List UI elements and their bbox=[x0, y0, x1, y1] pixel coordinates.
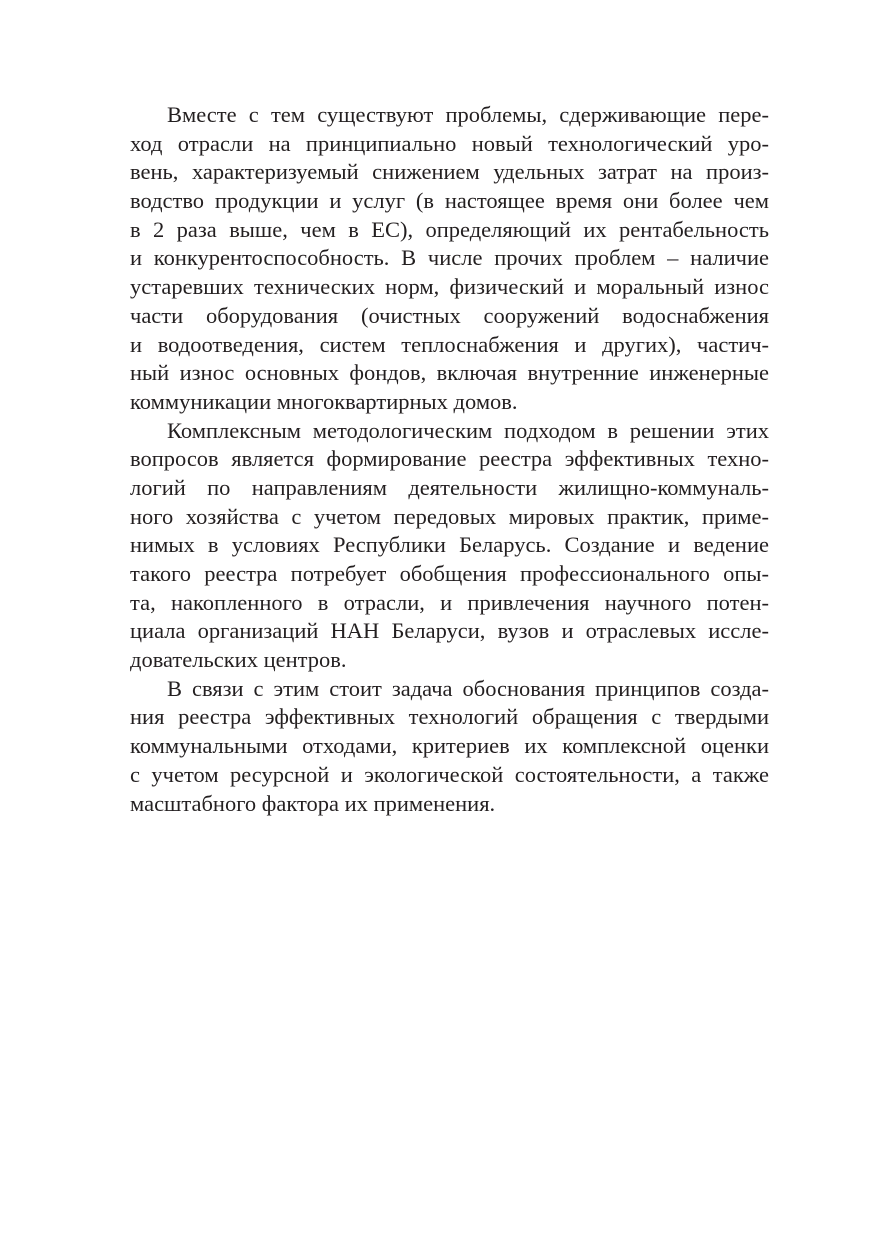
text-line: ход отрасли на принципиально новый технологический уро- bbox=[130, 130, 769, 156]
text-line: довательских центров. bbox=[130, 647, 347, 673]
text-line: такого реестра потребует обобщения профессионального опы- bbox=[130, 561, 769, 586]
text-line: в 2 раза выше, чем в ЕС), определяющий их рентабельность bbox=[130, 216, 769, 242]
text-line: ный износ основных фондов, включая внутренние инженерные bbox=[130, 360, 769, 386]
text-line: коммуникации многоквартирных домов. bbox=[130, 388, 518, 414]
text-line: Комплексным методологическим подходом в решении этих bbox=[167, 417, 769, 443]
paragraph-1 bbox=[130, 101, 769, 417]
text-line: масштабного фактора их применения. bbox=[130, 790, 496, 816]
text-line: части оборудования (очистных сооружений водоснабжения bbox=[130, 302, 769, 328]
text-line: вень, характеризуемый снижением удельных затрат на произ- bbox=[130, 159, 769, 185]
text-line: и водоотведения, систем теплоснабжения и других), частич- bbox=[130, 331, 769, 357]
text-line: устаревших технических норм, физический и моральный износ bbox=[130, 274, 769, 300]
paragraph-2 bbox=[130, 417, 769, 675]
text-line: логий по направлениям деятельности жилищно-коммуналь- bbox=[130, 474, 769, 500]
body-text bbox=[130, 101, 769, 818]
paragraph-3 bbox=[130, 675, 769, 818]
text-line: и конкурентоспособность. В числе прочих проблем – наличие bbox=[130, 245, 769, 271]
text-line: Вместе с тем существуют проблемы, сдерживающие пере- bbox=[167, 102, 769, 127]
text-line: нимых в условиях Республики Беларусь. Создание и ведение bbox=[130, 532, 769, 558]
text-line: циала организаций НАН Беларуси, вузов и отраслевых иссле- bbox=[130, 618, 769, 644]
text-line: с учетом ресурсной и экологической состоятельности, а также bbox=[130, 761, 769, 787]
text-line: водство продукции и услуг (в настоящее время они более чем bbox=[130, 188, 769, 214]
text-line: коммунальными отходами, критериев их комплексной оценки bbox=[130, 733, 769, 759]
text-line: та, накопленного в отрасли, и привлечения научного потен- bbox=[130, 589, 769, 615]
text-line: ного хозяйства с учетом передовых мировых практик, приме- bbox=[130, 503, 769, 529]
text-line: ния реестра эффективных технологий обращения с твердыми bbox=[130, 704, 769, 730]
text-line: вопросов является формирование реестра эффективных техно- bbox=[130, 446, 769, 472]
text-line: В связи с этим стоит задача обоснования принципов созда- bbox=[167, 675, 769, 701]
